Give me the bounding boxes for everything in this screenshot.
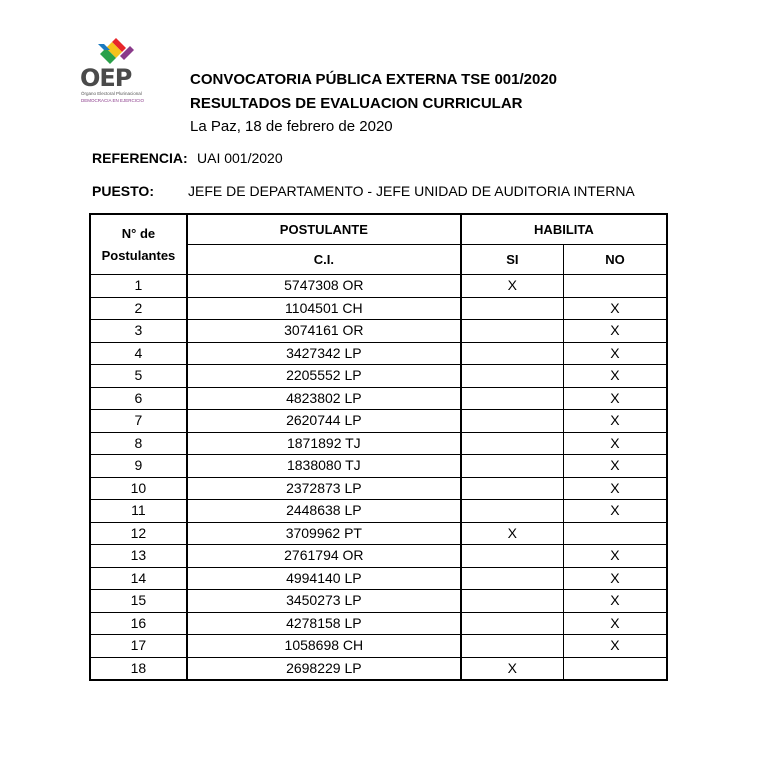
header-postulante: POSTULANTE xyxy=(187,214,461,245)
header-no: NO xyxy=(563,245,667,275)
row-number-cell: 8 xyxy=(90,432,187,455)
oep-logo xyxy=(76,36,158,116)
ci-cell: 1058698 CH xyxy=(187,635,461,658)
habilita-si-cell xyxy=(461,365,564,388)
table-row xyxy=(90,387,667,410)
habilita-si-cell xyxy=(461,297,564,320)
row-number-cell: 13 xyxy=(90,545,187,568)
ci-cell: 2698229 LP xyxy=(187,657,461,680)
table-row xyxy=(90,297,667,320)
ci-cell: 2372873 LP xyxy=(187,477,461,500)
habilita-si-cell: X xyxy=(461,522,564,545)
document-header xyxy=(190,68,557,138)
row-number-cell: 3 xyxy=(90,320,187,343)
table-row xyxy=(90,410,667,433)
referencia-row xyxy=(92,150,283,166)
logo-wordmark: OEP xyxy=(80,64,132,92)
ci-cell: 3427342 LP xyxy=(187,342,461,365)
row-number-cell: 1 xyxy=(90,275,187,298)
habilita-si-cell xyxy=(461,500,564,523)
habilita-no-cell: X xyxy=(563,567,667,590)
title-resultados: RESULTADOS DE EVALUACION CURRICULAR xyxy=(190,95,523,112)
habilita-si-cell xyxy=(461,387,564,410)
habilita-no-cell: X xyxy=(563,320,667,343)
table-row xyxy=(90,635,667,658)
habilita-no-cell: X xyxy=(563,387,667,410)
habilita-si-cell xyxy=(461,612,564,635)
habilita-no-cell: X xyxy=(563,365,667,388)
row-number-cell: 9 xyxy=(90,455,187,478)
table-row xyxy=(90,500,667,523)
title-convocatoria: CONVOCATORIA PÚBLICA EXTERNA TSE 001/2020 xyxy=(190,71,558,88)
table-row xyxy=(90,590,667,613)
ci-cell: 1871892 TJ xyxy=(187,432,461,455)
habilita-no-cell: X xyxy=(563,297,667,320)
habilita-si-cell xyxy=(461,635,564,658)
row-number-cell: 14 xyxy=(90,567,187,590)
habilita-si-cell xyxy=(461,432,564,455)
puesto-value: JEFE DE DEPARTAMENTO - JEFE UNIDAD DE AUDITORIA INTERNA xyxy=(188,183,635,199)
referencia-label: REFERENCIA: xyxy=(92,150,188,166)
header-num-postulantes xyxy=(90,214,187,275)
results-table xyxy=(89,213,668,681)
table-row xyxy=(90,657,667,680)
ci-cell: 2205552 LP xyxy=(187,365,461,388)
table-row xyxy=(90,432,667,455)
document-date: La Paz, 18 de febrero de 2020 xyxy=(190,118,393,135)
habilita-si-cell: X xyxy=(461,657,564,680)
table-row xyxy=(90,477,667,500)
habilita-si-cell xyxy=(461,567,564,590)
header-si: SI xyxy=(461,245,564,275)
puesto-label: PUESTO: xyxy=(92,183,154,199)
habilita-no-cell: X xyxy=(563,432,667,455)
table-row xyxy=(90,365,667,388)
table-row xyxy=(90,612,667,635)
habilita-si-cell xyxy=(461,545,564,568)
row-number-cell: 16 xyxy=(90,612,187,635)
habilita-no-cell: X xyxy=(563,342,667,365)
row-number-cell: 15 xyxy=(90,590,187,613)
ci-cell: 1104501 CH xyxy=(187,297,461,320)
puesto-row xyxy=(92,183,635,199)
row-number-cell: 18 xyxy=(90,657,187,680)
ci-cell: 2620744 LP xyxy=(187,410,461,433)
habilita-si-cell xyxy=(461,455,564,478)
ci-cell: 5747308 OR xyxy=(187,275,461,298)
header-num-line2: Postulantes xyxy=(101,247,176,263)
ci-cell: 4994140 LP xyxy=(187,567,461,590)
ci-cell: 2761794 OR xyxy=(187,545,461,568)
logo-tagline: DEMOCRACIA EN EJERCICIO xyxy=(81,98,145,103)
row-number-cell: 7 xyxy=(90,410,187,433)
habilita-si-cell xyxy=(461,590,564,613)
table-row xyxy=(90,455,667,478)
table-row xyxy=(90,320,667,343)
header-habilita: HABILITA xyxy=(461,214,667,245)
row-number-cell: 10 xyxy=(90,477,187,500)
row-number-cell: 12 xyxy=(90,522,187,545)
habilita-no-cell: X xyxy=(563,590,667,613)
habilita-no-cell: X xyxy=(563,477,667,500)
row-number-cell: 17 xyxy=(90,635,187,658)
logo-subtitle: Órgano Electoral Plurinacional xyxy=(81,91,142,96)
habilita-no-cell: X xyxy=(563,635,667,658)
header-ci: C.I. xyxy=(187,245,461,275)
table-row xyxy=(90,567,667,590)
ci-cell: 2448638 LP xyxy=(187,500,461,523)
ci-cell: 3074161 OR xyxy=(187,320,461,343)
habilita-si-cell xyxy=(461,477,564,500)
row-number-cell: 2 xyxy=(90,297,187,320)
habilita-si-cell xyxy=(461,320,564,343)
habilita-no-cell: X xyxy=(563,500,667,523)
referencia-value: UAI 001/2020 xyxy=(197,150,283,166)
habilita-si-cell xyxy=(461,342,564,365)
row-number-cell: 6 xyxy=(90,387,187,410)
row-number-cell: 11 xyxy=(90,500,187,523)
habilita-si-cell: X xyxy=(461,275,564,298)
row-number-cell: 4 xyxy=(90,342,187,365)
habilita-no-cell: X xyxy=(563,410,667,433)
table-row xyxy=(90,522,667,545)
ci-cell: 4823802 LP xyxy=(187,387,461,410)
header-num-line1: N° de xyxy=(121,225,156,241)
habilita-no-cell xyxy=(563,275,667,298)
table-row xyxy=(90,342,667,365)
habilita-no-cell: X xyxy=(563,455,667,478)
table-row xyxy=(90,275,667,298)
habilita-si-cell xyxy=(461,410,564,433)
ci-cell: 3450273 LP xyxy=(187,590,461,613)
habilita-no-cell xyxy=(563,657,667,680)
table-row xyxy=(90,545,667,568)
ci-cell: 3709962 PT xyxy=(187,522,461,545)
ci-cell: 1838080 TJ xyxy=(187,455,461,478)
results-body xyxy=(90,275,667,681)
habilita-no-cell xyxy=(563,522,667,545)
habilita-no-cell: X xyxy=(563,545,667,568)
ci-cell: 4278158 LP xyxy=(187,612,461,635)
habilita-no-cell: X xyxy=(563,612,667,635)
row-number-cell: 5 xyxy=(90,365,187,388)
